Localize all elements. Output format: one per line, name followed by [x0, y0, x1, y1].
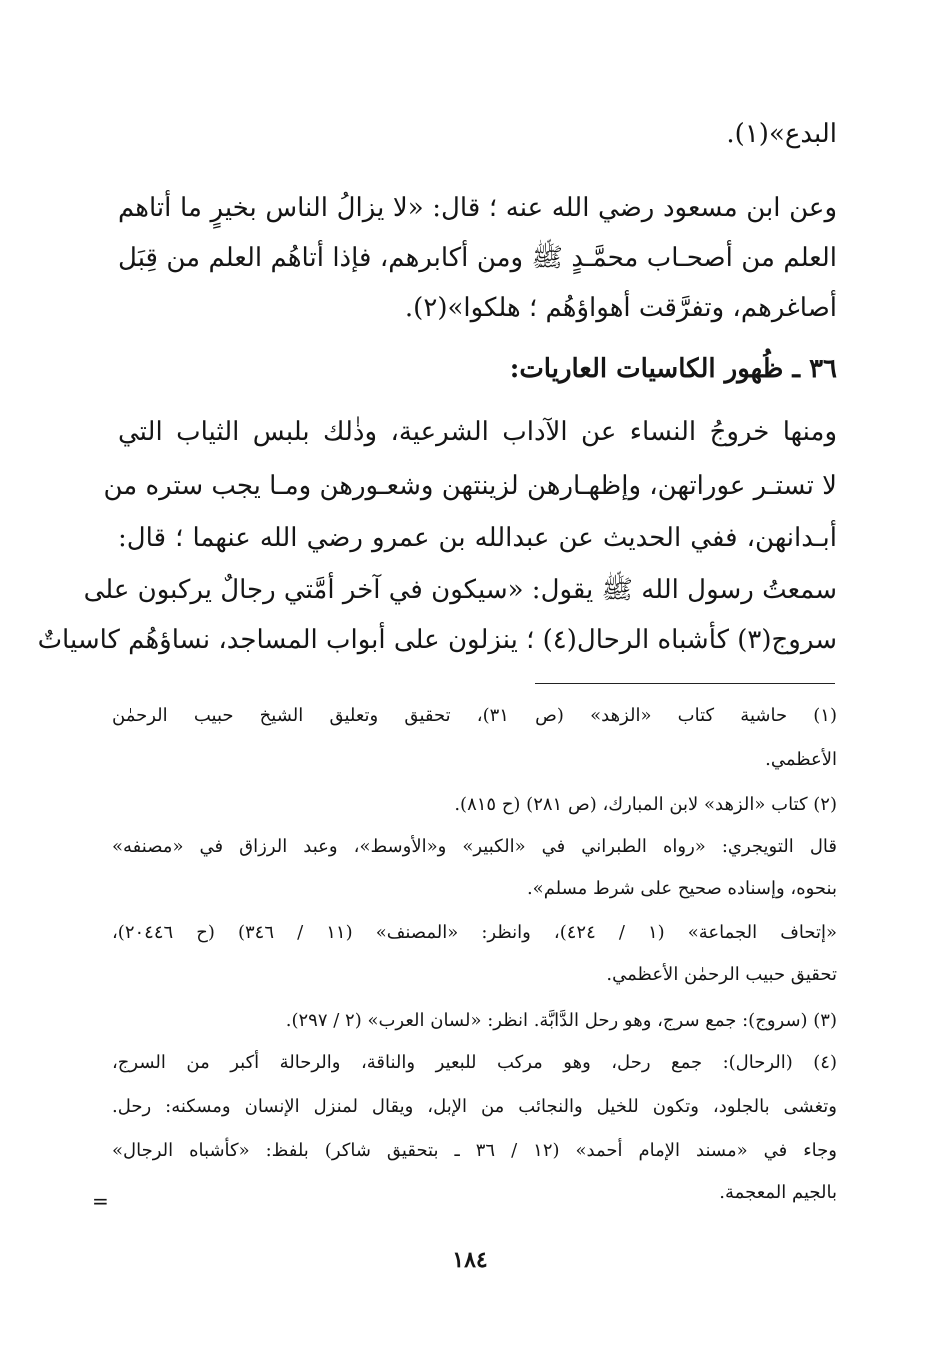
footnote-3-line-1: (٣) (سروج): جمع سرج، وهو رحل الدَّابَّة. انظر: «لسان العرب» (٢ / ٢٩٧). — [285, 1010, 837, 1031]
main-text-line-4: أصاغرهم، وتفرَّقت أهواؤهُم ؛ هلكوا»(٢). — [404, 293, 837, 323]
footnote-2-line-4: «إتحاف الجماعة» (١ / ٤٢٤)، وانظر: «المصنف» (١١ / ٣٤٦) (ح ٢٠٤٤٦)، — [112, 922, 837, 943]
footnote-2-line-5: تحقيق حبيب الرحمٰن الأعظمي. — [606, 964, 837, 985]
footnote-2-line-1: (٢) كتاب «الزهد» لابن المبارك، (ص ٢٨١) (ح ٨١٥). — [454, 794, 837, 815]
section-line-5: سروج(٣) كأشباه الرحال(٤) ؛ ينزلون على أبواب المساجد، نساؤهُم كاسياتٌ — [37, 625, 837, 655]
main-text-line-1: البدع»(١). — [726, 119, 837, 149]
main-text-line-3: العلم من أصحـاب محمَّـدٍ ﷺ ومن أكابرهم، فإذا أتاهُم العلم من قِبَل — [118, 243, 837, 273]
section-line-3: أبـدانهن، ففي الحديث عن عبدالله بن عمرو رضي الله عنهما ؛ قال: — [118, 523, 837, 553]
footnote-4-line-4: بالجيم المعجمة. — [719, 1182, 837, 1203]
page-number: ١٨٤ — [452, 1247, 488, 1273]
footnote-4-line-3: وجاء في «مسند الإمام أحمد» (١٢ / ٣٦ ـ بتحقيق شاكر) بلفظ: «كأشباه الرجال» — [112, 1140, 837, 1161]
footnote-1-line-2: الأعظمي. — [765, 749, 837, 770]
section-line-1: ومنها خروجُ النساء عن الآداب الشرعية، وذٰلك بلبس الثياب التي — [118, 417, 837, 447]
footnote-2-line-3: بنحوه، وإسناده صحيح على شرط مسلم». — [526, 878, 837, 899]
footnote-2-line-2: قال التويجري: «رواه الطبراني في «الكبير» و«الأوسط»، وعبد الرزاق في «مصنفه» — [112, 836, 837, 857]
footnote-divider — [535, 683, 835, 684]
section-line-2: لا تستـر عوراتهن، وإظهـارهن لزينتهن وشعـورهن ومـا يجب ستره من — [103, 471, 837, 501]
footnote-4-line-1: (٤) (الرحال): جمع رحل، وهو مركب للبعير والناقة، والرحالة أكبر من السرج، — [112, 1052, 837, 1073]
section-heading: ٣٦ ـ ظُهور الكاسيات العاريات: — [509, 354, 837, 384]
section-line-4: سمعتُ رسول الله ﷺ يقول: «سيكون في آخر أمَّتي رجالٌ يركبون على — [83, 575, 837, 605]
footnote-4-line-2: وتغشى بالجلود، وتكون للخيل والنجائب من الإبل، ويقال لمنزل الإنسان ومسكنه: رحل. — [112, 1096, 837, 1117]
main-text-line-2: وعن ابن مسعود رضي الله عنه ؛ قال: «لا يزالُ الناس بخيرٍ ما أتاهم — [118, 193, 837, 223]
continuation-mark: = — [92, 1189, 109, 1213]
footnote-1-line-1: (١) حاشية كتاب «الزهد» (ص ٣١)، تحقيق وتعليق الشيخ حبيب الرحمٰن — [112, 705, 837, 726]
